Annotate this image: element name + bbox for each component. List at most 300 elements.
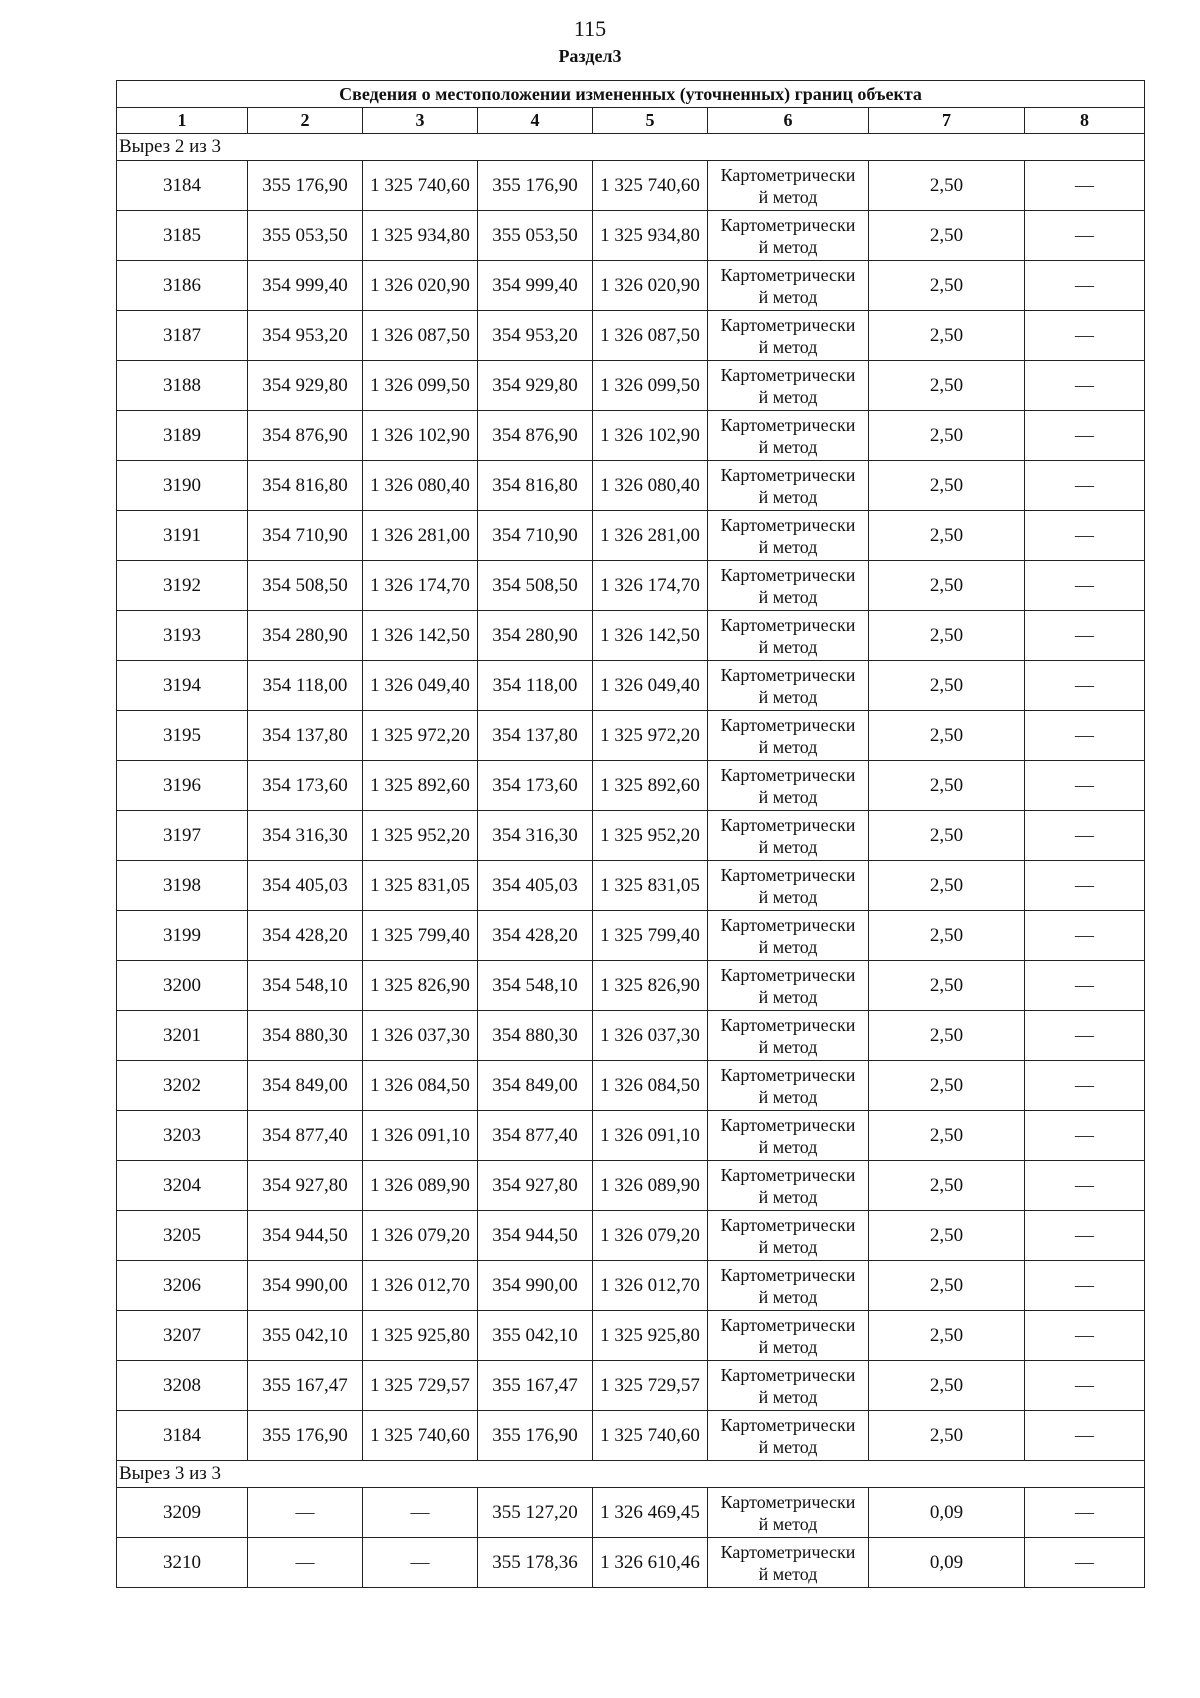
method-line: й метод bbox=[758, 1186, 818, 1207]
method-cell bbox=[708, 461, 869, 511]
method-line: Картометрически bbox=[720, 1314, 856, 1335]
x-old-cell: 354 929,80 bbox=[248, 361, 363, 411]
section-title: Раздел3 bbox=[558, 46, 622, 66]
method-line: й метод bbox=[758, 1286, 818, 1307]
method-line: й метод bbox=[758, 686, 818, 707]
method-line: Картометрически bbox=[720, 214, 856, 235]
method-cell bbox=[708, 661, 869, 711]
accuracy-cell: 2,50 bbox=[869, 411, 1025, 461]
point-number-cell: 3187 bbox=[117, 311, 248, 361]
x-old-cell: 355 167,47 bbox=[248, 1361, 363, 1411]
table-row bbox=[117, 861, 1145, 911]
table-row bbox=[117, 761, 1145, 811]
x-new-cell: 354 137,80 bbox=[478, 711, 593, 761]
x-new-cell: 354 316,30 bbox=[478, 811, 593, 861]
method-line: й метод bbox=[758, 186, 818, 207]
x-new-cell: 354 880,30 bbox=[478, 1011, 593, 1061]
method-line: Картометрически bbox=[720, 614, 856, 635]
accuracy-cell: 2,50 bbox=[869, 311, 1025, 361]
point-number-cell: 3191 bbox=[117, 511, 248, 561]
point-number-cell: 3184 bbox=[117, 161, 248, 211]
table-row bbox=[117, 1411, 1145, 1461]
description-cell: — bbox=[1025, 1261, 1145, 1311]
method-line: й метод bbox=[758, 1136, 818, 1157]
y-old-cell: 1 326 087,50 bbox=[363, 311, 478, 361]
y-old-cell: 1 325 925,80 bbox=[363, 1311, 478, 1361]
table-row bbox=[117, 711, 1145, 761]
y-new-cell: 1 326 012,70 bbox=[593, 1261, 708, 1311]
description-cell: — bbox=[1025, 761, 1145, 811]
y-old-cell: 1 326 142,50 bbox=[363, 611, 478, 661]
y-new-cell: 1 325 740,60 bbox=[593, 1411, 708, 1461]
description-cell: — bbox=[1025, 311, 1145, 361]
x-new-cell: 354 999,40 bbox=[478, 261, 593, 311]
point-number-cell: 3204 bbox=[117, 1161, 248, 1211]
point-number-cell: 3193 bbox=[117, 611, 248, 661]
method-line: Картометрически bbox=[720, 264, 856, 285]
y-new-cell: 1 326 084,50 bbox=[593, 1061, 708, 1111]
accuracy-cell: 2,50 bbox=[869, 161, 1025, 211]
description-cell: — bbox=[1025, 1011, 1145, 1061]
method-line: Картометрически bbox=[720, 964, 856, 985]
y-old-cell: 1 326 037,30 bbox=[363, 1011, 478, 1061]
accuracy-cell: 2,50 bbox=[869, 1161, 1025, 1211]
method-cell bbox=[708, 1311, 869, 1361]
x-old-cell: 354 428,20 bbox=[248, 911, 363, 961]
x-new-cell: 354 280,90 bbox=[478, 611, 593, 661]
x-new-cell: 354 927,80 bbox=[478, 1161, 593, 1211]
y-old-cell: 1 326 102,90 bbox=[363, 411, 478, 461]
table-row bbox=[117, 361, 1145, 411]
method-line: Картометрически bbox=[720, 164, 856, 185]
method-line: Картометрически bbox=[720, 1414, 856, 1435]
y-new-cell: 1 326 079,20 bbox=[593, 1211, 708, 1261]
y-new-cell: 1 325 892,60 bbox=[593, 761, 708, 811]
method-line: Картометрически bbox=[720, 564, 856, 585]
column-number: 2 bbox=[248, 108, 363, 134]
accuracy-cell: 2,50 bbox=[869, 1211, 1025, 1261]
y-new-cell: 1 325 740,60 bbox=[593, 161, 708, 211]
method-line: й метод bbox=[758, 536, 818, 557]
y-new-cell: 1 325 826,90 bbox=[593, 961, 708, 1011]
method-line: й метод bbox=[758, 736, 818, 757]
x-new-cell: 355 176,90 bbox=[478, 161, 593, 211]
method-cell bbox=[708, 1488, 869, 1538]
y-old-cell: 1 325 952,20 bbox=[363, 811, 478, 861]
y-old-cell: 1 326 281,00 bbox=[363, 511, 478, 561]
description-cell: — bbox=[1025, 961, 1145, 1011]
x-old-cell: 354 876,90 bbox=[248, 411, 363, 461]
method-line: Картометрически bbox=[720, 714, 856, 735]
column-number: 6 bbox=[708, 108, 869, 134]
method-line: й метод bbox=[758, 836, 818, 857]
point-number-cell: 3210 bbox=[117, 1538, 248, 1588]
method-line: Картометрически bbox=[720, 1014, 856, 1035]
x-new-cell: 355 053,50 bbox=[478, 211, 593, 261]
y-new-cell: 1 325 972,20 bbox=[593, 711, 708, 761]
x-old-cell: 354 710,90 bbox=[248, 511, 363, 561]
accuracy-cell: 2,50 bbox=[869, 561, 1025, 611]
table-row bbox=[117, 461, 1145, 511]
description-cell: — bbox=[1025, 461, 1145, 511]
point-number-cell: 3202 bbox=[117, 1061, 248, 1111]
table-row bbox=[117, 1061, 1145, 1111]
description-cell: — bbox=[1025, 711, 1145, 761]
x-old-cell: 354 316,30 bbox=[248, 811, 363, 861]
method-cell bbox=[708, 161, 869, 211]
point-number-cell: 3194 bbox=[117, 661, 248, 711]
y-old-cell: 1 325 826,90 bbox=[363, 961, 478, 1011]
x-old-cell: 354 877,40 bbox=[248, 1111, 363, 1161]
y-old-cell: 1 326 174,70 bbox=[363, 561, 478, 611]
method-line: й метод bbox=[758, 886, 818, 907]
x-old-cell: 354 880,30 bbox=[248, 1011, 363, 1061]
x-old-cell: 355 042,10 bbox=[248, 1311, 363, 1361]
y-old-cell: 1 326 089,90 bbox=[363, 1161, 478, 1211]
method-line: Картометрически bbox=[720, 864, 856, 885]
x-old-cell: 354 137,80 bbox=[248, 711, 363, 761]
x-old-cell: 354 990,00 bbox=[248, 1261, 363, 1311]
table-row bbox=[117, 1161, 1145, 1211]
method-cell bbox=[708, 1411, 869, 1461]
point-number-cell: 3189 bbox=[117, 411, 248, 461]
method-line: Картометрически bbox=[720, 1214, 856, 1235]
method-line: Картометрически bbox=[720, 1264, 856, 1285]
y-old-cell: 1 326 020,90 bbox=[363, 261, 478, 311]
y-new-cell: 1 326 142,50 bbox=[593, 611, 708, 661]
x-new-cell: 354 548,10 bbox=[478, 961, 593, 1011]
method-line: Картометрически bbox=[720, 364, 856, 385]
method-line: Картометрически bbox=[720, 464, 856, 485]
x-new-cell: 354 849,00 bbox=[478, 1061, 593, 1111]
description-cell: — bbox=[1025, 561, 1145, 611]
method-line: й метод bbox=[758, 1436, 818, 1457]
method-cell bbox=[708, 911, 869, 961]
point-number-cell: 3196 bbox=[117, 761, 248, 811]
method-line: Картометрически bbox=[720, 1064, 856, 1085]
method-line: й метод bbox=[758, 1513, 818, 1534]
y-new-cell: 1 326 469,45 bbox=[593, 1488, 708, 1538]
accuracy-cell: 2,50 bbox=[869, 1011, 1025, 1061]
description-cell: — bbox=[1025, 1361, 1145, 1411]
y-new-cell: 1 326 099,50 bbox=[593, 361, 708, 411]
x-new-cell: 355 178,36 bbox=[478, 1538, 593, 1588]
method-cell bbox=[708, 861, 869, 911]
y-new-cell: 1 325 799,40 bbox=[593, 911, 708, 961]
accuracy-cell: 2,50 bbox=[869, 1361, 1025, 1411]
method-line: Картометрически bbox=[720, 1491, 856, 1512]
point-number-cell: 3199 bbox=[117, 911, 248, 961]
x-old-cell: 354 173,60 bbox=[248, 761, 363, 811]
description-cell: — bbox=[1025, 1111, 1145, 1161]
method-line: Картометрически bbox=[720, 664, 856, 685]
accuracy-cell: 2,50 bbox=[869, 1411, 1025, 1461]
method-line: й метод bbox=[758, 1386, 818, 1407]
boundary-table bbox=[116, 80, 1145, 1588]
accuracy-cell: 2,50 bbox=[869, 861, 1025, 911]
table-row bbox=[117, 1488, 1145, 1538]
y-new-cell: 1 326 049,40 bbox=[593, 661, 708, 711]
y-new-cell: 1 325 934,80 bbox=[593, 211, 708, 261]
y-old-cell: 1 325 740,60 bbox=[363, 1411, 478, 1461]
accuracy-cell: 2,50 bbox=[869, 461, 1025, 511]
accuracy-cell: 2,50 bbox=[869, 1261, 1025, 1311]
accuracy-cell: 2,50 bbox=[869, 761, 1025, 811]
description-cell: — bbox=[1025, 1488, 1145, 1538]
point-number-cell: 3208 bbox=[117, 1361, 248, 1411]
method-cell bbox=[708, 1361, 869, 1411]
description-cell: — bbox=[1025, 1211, 1145, 1261]
description-cell: — bbox=[1025, 1161, 1145, 1211]
method-cell bbox=[708, 1161, 869, 1211]
x-new-cell: 354 405,03 bbox=[478, 861, 593, 911]
y-new-cell: 1 325 729,57 bbox=[593, 1361, 708, 1411]
accuracy-cell: 0,09 bbox=[869, 1538, 1025, 1588]
accuracy-cell: 2,50 bbox=[869, 511, 1025, 561]
x-old-cell: 354 548,10 bbox=[248, 961, 363, 1011]
method-line: Картометрически bbox=[720, 514, 856, 535]
y-new-cell: 1 325 831,05 bbox=[593, 861, 708, 911]
point-number-cell: 3197 bbox=[117, 811, 248, 861]
point-number-cell: 3184 bbox=[117, 1411, 248, 1461]
y-old-cell: 1 326 084,50 bbox=[363, 1061, 478, 1111]
column-number: 4 bbox=[478, 108, 593, 134]
y-old-cell: — bbox=[363, 1488, 478, 1538]
table-caption-row bbox=[117, 81, 1145, 108]
point-number-cell: 3186 bbox=[117, 261, 248, 311]
description-cell: — bbox=[1025, 861, 1145, 911]
table-row bbox=[117, 961, 1145, 1011]
point-number-cell: 3206 bbox=[117, 1261, 248, 1311]
column-number: 1 bbox=[117, 108, 248, 134]
table-row bbox=[117, 1211, 1145, 1261]
method-line: Картометрически bbox=[720, 1364, 856, 1385]
table-row bbox=[117, 311, 1145, 361]
point-number-cell: 3195 bbox=[117, 711, 248, 761]
method-cell bbox=[708, 611, 869, 661]
x-new-cell: 354 508,50 bbox=[478, 561, 593, 611]
point-number-cell: 3205 bbox=[117, 1211, 248, 1261]
y-new-cell: 1 326 281,00 bbox=[593, 511, 708, 561]
description-cell: — bbox=[1025, 661, 1145, 711]
method-line: й метод bbox=[758, 1036, 818, 1057]
y-old-cell: 1 326 099,50 bbox=[363, 361, 478, 411]
accuracy-cell: 2,50 bbox=[869, 361, 1025, 411]
x-old-cell: — bbox=[248, 1538, 363, 1588]
method-line: й метод bbox=[758, 436, 818, 457]
x-old-cell: 354 944,50 bbox=[248, 1211, 363, 1261]
method-cell bbox=[708, 561, 869, 611]
method-cell bbox=[708, 1011, 869, 1061]
x-new-cell: 354 173,60 bbox=[478, 761, 593, 811]
table-row bbox=[117, 1111, 1145, 1161]
y-old-cell: 1 325 831,05 bbox=[363, 861, 478, 911]
accuracy-cell: 2,50 bbox=[869, 961, 1025, 1011]
method-cell bbox=[708, 961, 869, 1011]
x-old-cell: 354 849,00 bbox=[248, 1061, 363, 1111]
description-cell: — bbox=[1025, 611, 1145, 661]
table-row bbox=[117, 161, 1145, 211]
accuracy-cell: 2,50 bbox=[869, 911, 1025, 961]
table-body bbox=[117, 81, 1145, 1588]
x-old-cell: 355 053,50 bbox=[248, 211, 363, 261]
table-row bbox=[117, 411, 1145, 461]
x-new-cell: 354 816,80 bbox=[478, 461, 593, 511]
x-new-cell: 355 127,20 bbox=[478, 1488, 593, 1538]
description-cell: — bbox=[1025, 1411, 1145, 1461]
x-old-cell: 354 508,50 bbox=[248, 561, 363, 611]
accuracy-cell: 2,50 bbox=[869, 1311, 1025, 1361]
column-number: 3 bbox=[363, 108, 478, 134]
y-old-cell: 1 325 934,80 bbox=[363, 211, 478, 261]
method-line: й метод bbox=[758, 486, 818, 507]
table-row bbox=[117, 511, 1145, 561]
y-old-cell: — bbox=[363, 1538, 478, 1588]
method-cell bbox=[708, 411, 869, 461]
point-number-cell: 3188 bbox=[117, 361, 248, 411]
table-row bbox=[117, 1311, 1145, 1361]
table-row bbox=[117, 261, 1145, 311]
description-cell: — bbox=[1025, 161, 1145, 211]
point-number-cell: 3185 bbox=[117, 211, 248, 261]
method-cell bbox=[708, 261, 869, 311]
y-new-cell: 1 326 102,90 bbox=[593, 411, 708, 461]
method-line: Картометрически bbox=[720, 764, 856, 785]
table-row bbox=[117, 661, 1145, 711]
y-new-cell: 1 326 087,50 bbox=[593, 311, 708, 361]
y-new-cell: 1 325 952,20 bbox=[593, 811, 708, 861]
table-row bbox=[117, 811, 1145, 861]
method-cell bbox=[708, 1538, 869, 1588]
method-line: й метод bbox=[758, 1236, 818, 1257]
x-new-cell: 355 176,90 bbox=[478, 1411, 593, 1461]
method-cell bbox=[708, 761, 869, 811]
y-old-cell: 1 325 972,20 bbox=[363, 711, 478, 761]
description-cell: — bbox=[1025, 811, 1145, 861]
table-row bbox=[117, 911, 1145, 961]
method-line: й метод bbox=[758, 336, 818, 357]
y-old-cell: 1 325 892,60 bbox=[363, 761, 478, 811]
method-line: Картометрически bbox=[720, 1164, 856, 1185]
accuracy-cell: 2,50 bbox=[869, 211, 1025, 261]
method-cell bbox=[708, 211, 869, 261]
y-new-cell: 1 326 610,46 bbox=[593, 1538, 708, 1588]
point-number-cell: 3200 bbox=[117, 961, 248, 1011]
method-line: й метод bbox=[758, 936, 818, 957]
accuracy-cell: 2,50 bbox=[869, 811, 1025, 861]
accuracy-cell: 0,09 bbox=[869, 1488, 1025, 1538]
accuracy-cell: 2,50 bbox=[869, 1061, 1025, 1111]
y-old-cell: 1 325 729,57 bbox=[363, 1361, 478, 1411]
y-old-cell: 1 325 740,60 bbox=[363, 161, 478, 211]
column-number: 7 bbox=[869, 108, 1025, 134]
y-new-cell: 1 325 925,80 bbox=[593, 1311, 708, 1361]
table-row bbox=[117, 1538, 1145, 1588]
y-old-cell: 1 325 799,40 bbox=[363, 911, 478, 961]
x-new-cell: 354 953,20 bbox=[478, 311, 593, 361]
method-line: й метод bbox=[758, 1086, 818, 1107]
method-cell bbox=[708, 711, 869, 761]
table-row bbox=[117, 211, 1145, 261]
method-cell bbox=[708, 311, 869, 361]
description-cell: — bbox=[1025, 1061, 1145, 1111]
point-number-cell: 3203 bbox=[117, 1111, 248, 1161]
x-new-cell: 354 428,20 bbox=[478, 911, 593, 961]
method-line: й метод bbox=[758, 386, 818, 407]
description-cell: — bbox=[1025, 511, 1145, 561]
point-number-cell: 3207 bbox=[117, 1311, 248, 1361]
description-cell: — bbox=[1025, 1538, 1145, 1588]
x-old-cell: 354 816,80 bbox=[248, 461, 363, 511]
x-new-cell: 354 876,90 bbox=[478, 411, 593, 461]
x-old-cell: 354 280,90 bbox=[248, 611, 363, 661]
y-new-cell: 1 326 037,30 bbox=[593, 1011, 708, 1061]
group-header-row bbox=[117, 134, 1145, 161]
y-old-cell: 1 326 079,20 bbox=[363, 1211, 478, 1261]
point-number-cell: 3198 bbox=[117, 861, 248, 911]
x-new-cell: 354 118,00 bbox=[478, 661, 593, 711]
description-cell: — bbox=[1025, 261, 1145, 311]
x-old-cell: 355 176,90 bbox=[248, 161, 363, 211]
point-number-cell: 3190 bbox=[117, 461, 248, 511]
x-old-cell: 354 118,00 bbox=[248, 661, 363, 711]
accuracy-cell: 2,50 bbox=[869, 261, 1025, 311]
y-old-cell: 1 326 091,10 bbox=[363, 1111, 478, 1161]
group-title: Вырез 3 из 3 bbox=[117, 1461, 1145, 1488]
x-old-cell: 355 176,90 bbox=[248, 1411, 363, 1461]
y-old-cell: 1 326 049,40 bbox=[363, 661, 478, 711]
accuracy-cell: 2,50 bbox=[869, 1111, 1025, 1161]
x-new-cell: 354 929,80 bbox=[478, 361, 593, 411]
method-cell bbox=[708, 1261, 869, 1311]
x-old-cell: 354 953,20 bbox=[248, 311, 363, 361]
description-cell: — bbox=[1025, 911, 1145, 961]
accuracy-cell: 2,50 bbox=[869, 711, 1025, 761]
y-new-cell: 1 326 089,90 bbox=[593, 1161, 708, 1211]
table-caption: Сведения о местоположении измененных (уточненных) границ объекта bbox=[117, 81, 1145, 108]
method-line: Картометрически bbox=[720, 1114, 856, 1135]
table-row bbox=[117, 611, 1145, 661]
method-line: й метод bbox=[758, 236, 818, 257]
point-number-cell: 3209 bbox=[117, 1488, 248, 1538]
method-line: Картометрически bbox=[720, 814, 856, 835]
x-old-cell: — bbox=[248, 1488, 363, 1538]
x-new-cell: 355 042,10 bbox=[478, 1311, 593, 1361]
method-line: Картометрически bbox=[720, 914, 856, 935]
x-new-cell: 354 990,00 bbox=[478, 1261, 593, 1311]
method-line: й метод bbox=[758, 636, 818, 657]
x-old-cell: 354 405,03 bbox=[248, 861, 363, 911]
method-line: Картометрически bbox=[720, 1541, 856, 1562]
x-new-cell: 354 944,50 bbox=[478, 1211, 593, 1261]
description-cell: — bbox=[1025, 1311, 1145, 1361]
accuracy-cell: 2,50 bbox=[869, 661, 1025, 711]
page-number: 115 bbox=[573, 16, 607, 41]
x-old-cell: 354 927,80 bbox=[248, 1161, 363, 1211]
method-cell bbox=[708, 1061, 869, 1111]
method-cell bbox=[708, 361, 869, 411]
method-line: й метод bbox=[758, 1336, 818, 1357]
method-line: й метод bbox=[758, 786, 818, 807]
y-new-cell: 1 326 174,70 bbox=[593, 561, 708, 611]
y-old-cell: 1 326 080,40 bbox=[363, 461, 478, 511]
method-cell bbox=[708, 511, 869, 561]
method-line: й метод bbox=[758, 1563, 818, 1584]
x-old-cell: 354 999,40 bbox=[248, 261, 363, 311]
y-new-cell: 1 326 091,10 bbox=[593, 1111, 708, 1161]
table-row bbox=[117, 1261, 1145, 1311]
y-old-cell: 1 326 012,70 bbox=[363, 1261, 478, 1311]
